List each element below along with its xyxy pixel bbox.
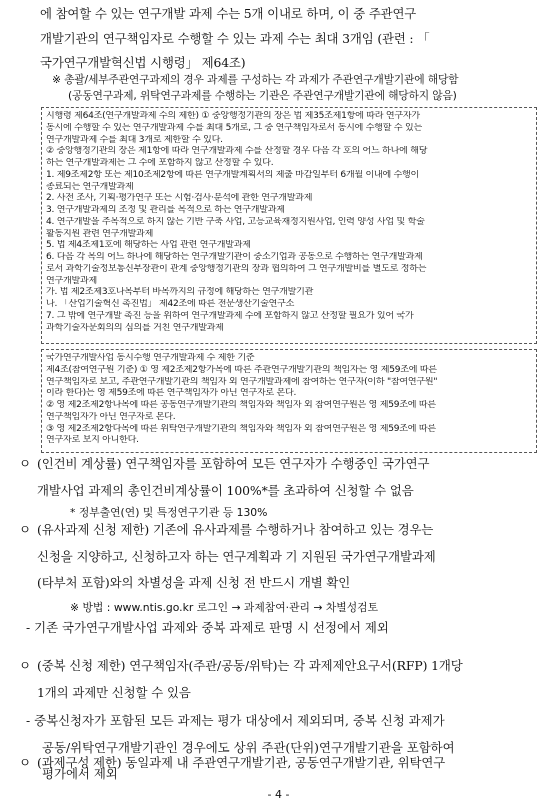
intro-line: 개발기관의 연구책임자로 수행할 수 있는 과제 수는 최대 3개임 (관련 : 「 — [40, 30, 430, 46]
bullet-mark: ㅇ — [19, 755, 31, 770]
box-line: 나. 「산업기술혁신 촉진법」 제42조에 따른 전문생산기술연구소 — [46, 299, 295, 309]
item-duplicate-application — [19, 653, 544, 707]
duplicate-exclusion-note: - 기존 국가연구개발사업 과제와 중복 과제로 판명 시 선정에서 제외 — [26, 620, 389, 635]
box-line: 연구책임자가 아닌 연구자로 본다. — [46, 411, 176, 422]
note-line: ※ 총괄/세부주관연구과제의 경우 과제를 구성하는 각 과제가 주관연구개발기관에 해당함 — [52, 73, 459, 86]
item-similar-project — [19, 517, 544, 597]
item-line: (타부처 포함)와의 차별성을 과제 신청 전 반드시 개별 확인 — [37, 575, 351, 590]
item-line: 신청을 지양하고, 신청하고자 하는 연구계획과 기 지원된 국가연구개발과제 — [37, 548, 436, 564]
bullet-mark: ㅇ — [19, 522, 31, 537]
intro-note — [52, 72, 552, 104]
box-line: 활동지원 관련 연구개발과제 — [46, 228, 154, 239]
dash-line: 평가에서 제외 — [42, 766, 118, 781]
page-number: - 4 - — [267, 788, 290, 801]
bullet-mark: ㅇ — [19, 658, 31, 673]
box-line: 2. 사전 조사, 기획·평가연구 또는 시험·검사·분석에 관한 연구개발과제 — [46, 193, 313, 204]
intro-line: 에 참여할 수 있는 연구개발 과제 수는 5개 이내로 하며, 이 중 주관연구 — [40, 6, 417, 21]
box-line: 국가연구개발사업 동시수행 연구개발과제 수 제한 기준 — [46, 353, 255, 363]
box-line: 시행령 제64조(연구개발과제 수의 제한) ① 중앙행정기관의 장은 법 제35조제1항에 따라 연구자가 — [46, 111, 420, 121]
item-line: (과제구성 제한) 동일과제 내 주관연구개발기관, 공동연구개발기관, 위탁연구 — [37, 755, 446, 770]
intro-paragraph — [40, 2, 545, 76]
box-line: 과학기술자문회의의 심의를 거친 연구개발과제 — [46, 322, 224, 333]
box-line: 동시에 수행할 수 있는 연구개발과제 수를 최대 5개로, 그 중 연구책임자로서 동시에 수행할 수 있는 — [46, 122, 422, 133]
box-line: 가. 법 제2조제3호나목부터 바목까지의 규정에 해당하는 연구개발기관 — [46, 287, 314, 298]
ntis-method-note: ※ 방법 : www.ntis.go.kr 로그인 → 과제참여·관리 → 차별성검토 — [70, 601, 378, 614]
item-line: 개발사업 과제의 총인건비계상률이 100%*를 초과하여 신청할 수 없음 — [37, 482, 414, 498]
box-line: 종료되는 연구개발과제 — [46, 181, 134, 192]
box-line: 3. 연구개발과제의 조정 및 관리를 목적으로 하는 연구개발과제 — [46, 205, 285, 215]
item-line: 1개의 과제만 신청할 수 있음 — [37, 684, 191, 700]
dash-line: 공동/위탁연구개발기관인 경우에도 상위 주관(단위)연구개발기관을 포함하여 — [42, 739, 455, 755]
box-line: 1. 제9조제2항 또는 제10조제2항에 따른 연구개발계획서의 제출 마감일부터 6개월 이내에 수행이 — [46, 169, 420, 180]
box-line: 하는 연구개발과제는 그 수에 포함하지 않고 산정할 수 있다. — [46, 158, 274, 168]
item-line: (유사과제 신청 제한) 기존에 유사과제를 수행하거나 참여하고 있는 경우는 — [37, 522, 434, 537]
dash-line: - 중복신청자가 포함된 모든 과제는 평가 대상에서 제외되며, 중복 신청 과제가 — [26, 713, 445, 728]
labor-cost-note: * 정부출연(연) 및 특정연구기관 등 130% — [70, 506, 268, 519]
box-line: 7. 그 밖에 연구개발 촉진 등을 위하여 연구개발과제 수에 포함하지 않고 산정할 필요가 있어 국가 — [46, 310, 414, 321]
box-line: 5. 법 제4조제1호에 해당하는 사업 관련 연구개발과제 — [46, 240, 251, 251]
box-line: 연구책임자로 보고, 주관연구개발기관의 책임자 외 연구개발과제에 참여하는 연구자(이하 "참여연구원" — [46, 376, 438, 387]
box-line: 4. 연구개발을 주목적으로 하지 않는 기반 구축 사업, 고등교육재정지원사업, 인력 양성 사업 및 학술 — [46, 216, 425, 227]
box-line: 연구개발과제 수를 최대 3개로 제한할 수 있다. — [46, 134, 223, 145]
item-labor-cost — [19, 451, 544, 505]
box-line: 연구개발과제 — [46, 275, 97, 286]
box-line: 로서 과학기술정보통신부장관이 관계 중앙행정기관의 장과 협의하여 그 연구개발비를 별도로 정하는 — [46, 263, 427, 274]
note-line: (공동연구과제, 위탁연구과제를 수행하는 기관은 주관연구개발기관에 해당하지 않음) — [68, 89, 457, 102]
regulation-box-1 — [41, 107, 537, 344]
box-line: ② 영 제2조제2항나목에 따른 공동연구개발기관의 책임자와 책임자 외 참여연구원은 영 제59조에 따른 — [46, 400, 436, 410]
bullet-mark: ㅇ — [19, 456, 31, 471]
intro-line: 국가연구개발혁신법 시행령」 제64조) — [40, 55, 246, 70]
box-line: 제4조(참여연구원 기준) ① 영 제2조제2항가목에 따른 주관연구개발기관의 책임자는 영 제59조에 따른 — [46, 364, 437, 375]
item-line: (인건비 계상률) 연구책임자를 포함하여 모든 연구자가 수행중인 국가연구 — [37, 456, 430, 471]
box-line: 이라 한다)는 영 제59조에 따른 연구책임자가 아닌 연구자로 본다. — [46, 388, 297, 399]
regulation-box-2 — [41, 349, 537, 453]
box-line: ② 중앙행정기관의 장은 제1항에 따라 연구개발과제 수를 산정할 경우 다음 각 호의 어느 하나에 해당 — [46, 146, 428, 157]
item-line: (중복 신청 제한) 연구책임자(주관/공동/위탁)는 각 과제제안요구서(RFP) 1개당 — [37, 658, 463, 673]
box-line: ③ 영 제2조제2항다목에 따른 위탁연구개발기관의 책임자와 책임자 외 참여연구원은 영 제59조에 따른 — [46, 423, 436, 434]
item-project-composition — [19, 750, 544, 777]
box-line: 연구자로 보지 아니한다. — [46, 435, 139, 446]
box-line: 6. 다음 각 목의 어느 하나에 해당하는 연구개발기관이 중소기업과 공동으로 수행하는 연구개발과제 — [46, 252, 423, 262]
